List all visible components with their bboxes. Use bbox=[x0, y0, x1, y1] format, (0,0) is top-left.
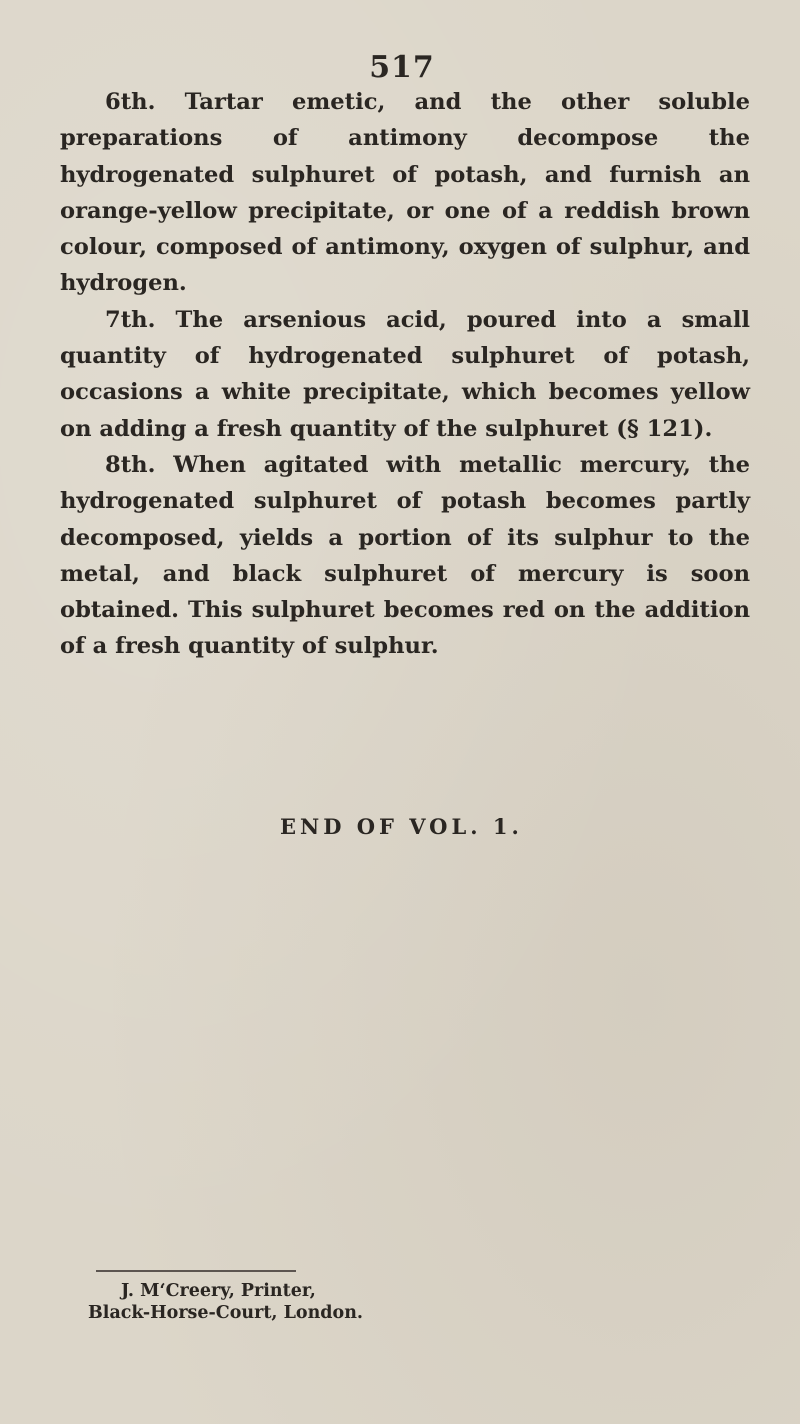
printer-name: J. M‘Creery, Printer, bbox=[121, 1281, 316, 1301]
page-number: 517 bbox=[369, 50, 435, 85]
printer-imprint bbox=[88, 1280, 388, 1324]
paragraph-6th: 6th. Tartar emetic, and the other soluble preparations of antimony decompose the hydrogenated sulphuret of potash, and furnish an orange-yellow precipitate, or one of a reddish brown colour, composed of antimony, oxygen of sulphur, and hydrogen. bbox=[60, 89, 750, 297]
imprint-rule bbox=[96, 1270, 296, 1272]
end-of-volume-mark: END OF VOL. 1. bbox=[280, 814, 523, 839]
printer-address: Black-Horse-Court, London. bbox=[88, 1303, 364, 1323]
paragraph-7th: 7th. The arsenious acid, poured into a small quantity of hydrogenated sulphuret of potash, occasions a white precipitate, which becomes yellow on adding a fresh quantity of the sulphuret (§ 121). bbox=[60, 306, 750, 442]
paragraph-8th: 8th. When agitated with metallic mercury, the hydrogenated sulphuret of potash becomes partly decomposed, yields a portion of its sulphur to the metal, and black sulphuret of mercury is soon obtained. This sulphuret becomes red on the addition of a fresh quantity of sulphur. bbox=[60, 451, 750, 660]
body-text bbox=[60, 84, 750, 665]
